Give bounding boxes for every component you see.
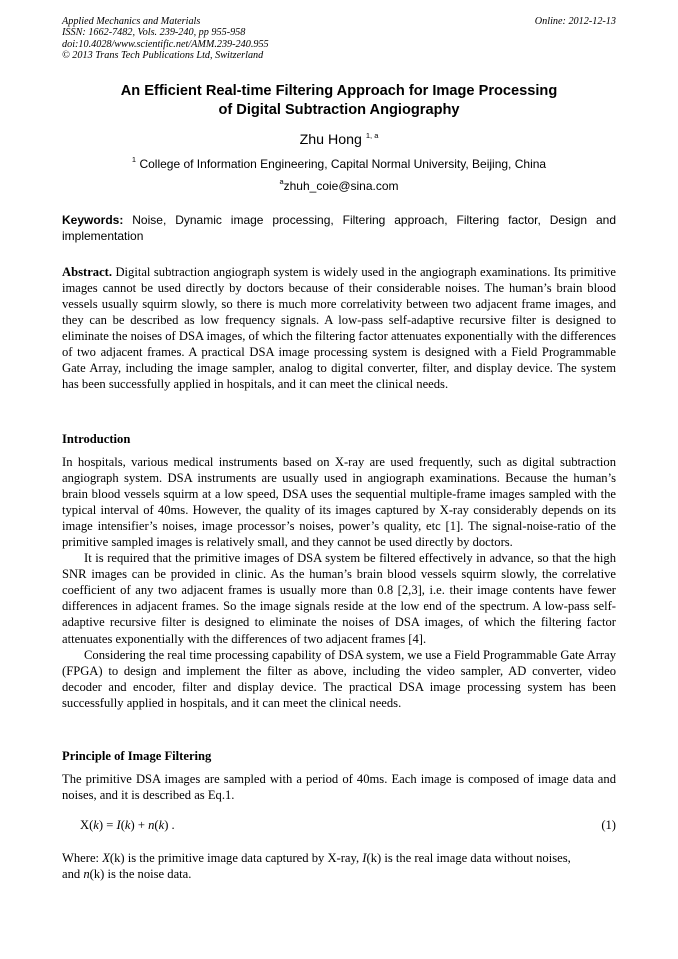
email-superscript: a bbox=[279, 177, 284, 186]
journal-doi: doi:10.4028/www.scientific.net/AMM.239-240.955 bbox=[62, 38, 269, 50]
introduction-paragraph-1: In hospitals, various medical instruments based on X-ray are used frequently, such as digital subtraction angiograph system. DSA instruments are usually used in angiograph examinations. Because the human’s brain blood vessels squirm at a low speed, DSA uses the sequential multiple-frame images sampled with the typical interval of 40ms. However, the quality of its images captured by X-ray considerably depends on its image intensifier’s noises, image processor’s noises, power’s quality, etc [1]. The signal-noise-ratio of the primitive sampled images is relatively small, and they cannot be used directly by doctors. bbox=[62, 455, 616, 550]
where-symbol-x: X bbox=[102, 851, 110, 865]
introduction-paragraph-2: It is required that the primitive images of DSA system be filtered effectively in advance, so that the high SNR images can be provided in clinic. As the human’s brain blood vessels squirm slowly, the correlative coefficient of any two adjacent frames is usually more than 0.8 [2,3], i.e. their image contents have fewer differences in adjacent frames. So the image signals reside at the low end of the spectrum. A low-pass self-adaptive recursive filter is designed to eliminate the noises of DSA images, of which the filtering factor attenuates exponentially with the differences of two adjacent frames [4]. bbox=[62, 551, 616, 646]
where-paragraph: Where: X(k) is the primitive image data captured by X-ray, I(k) is the real image data without noises, and n(k) is the noise data. bbox=[62, 851, 571, 882]
keywords-text: Noise, Dynamic image processing, Filtering approach, Filtering factor, Design and implementation bbox=[62, 213, 616, 243]
author-superscript: 1, a bbox=[365, 131, 379, 140]
where-symbol-i: I bbox=[362, 851, 367, 865]
affiliation-text: College of Information Engineering, Capital Normal University, Beijing, China bbox=[139, 157, 547, 171]
abstract-text: Digital subtraction angiograph system is widely used in the angiograph examinations. Its primitive images cannot be used directly by doctors because of their considerable noises. The human’s brain blood vessels usually squirm slowly, so there is much more correlativity between two adjacent frame images, and they can be described as low frequency signals. A low-pass self-adaptive recursive filter is designed to eliminate the noises of DSA images, of which the filtering factor attenuates exponentially with the differences of two adjacent frames. A practical DSA image processing system is designed with a Field Programmable Gate Array, including the image sampler, analog to digital converter, filter, and display device. The system has been successfully applied in hospitals, and it can meet the clinical needs. bbox=[62, 265, 616, 392]
abstract-label: Abstract. bbox=[62, 265, 113, 279]
keywords-paragraph bbox=[62, 212, 616, 244]
online-date: Online: 2012-12-13 bbox=[534, 16, 616, 27]
equation-number: (1) bbox=[601, 818, 616, 832]
abstract-paragraph bbox=[62, 264, 616, 392]
journal-header bbox=[62, 16, 616, 62]
affiliation-line bbox=[62, 156, 616, 172]
title-line-2: of Digital Subtraction Angiography bbox=[218, 102, 460, 118]
paper-title bbox=[62, 82, 616, 120]
affiliation-superscript: 1 bbox=[131, 155, 137, 164]
introduction-body bbox=[62, 454, 616, 711]
introduction-heading: Introduction bbox=[62, 432, 131, 446]
author-email[interactable]: zhuh_coie@sina.com bbox=[283, 179, 399, 193]
journal-copyright: © 2013 Trans Tech Publications Ltd, Switzerland bbox=[62, 50, 264, 62]
email-line bbox=[62, 178, 616, 194]
equation-expression: X(k) = I(k) + n(k) . bbox=[80, 818, 175, 832]
title-line-1: An Efficient Real-time Filtering Approach for Image Processing bbox=[120, 83, 558, 99]
journal-issn: ISSN: 1662-7482, Vols. 239-240, pp 955-958 bbox=[62, 27, 246, 39]
author-line bbox=[62, 131, 616, 149]
principle-paragraph-1: The primitive DSA images are sampled with a period of 40ms. Each image is composed of image data and noises, and it is described as Eq.1. bbox=[62, 772, 616, 803]
where-symbol-n: n bbox=[83, 867, 90, 882]
journal-name: Applied Mechanics and Materials bbox=[62, 16, 201, 27]
keywords-label: Keywords: bbox=[62, 213, 124, 227]
introduction-paragraph-3: Considering the real time processing capability of DSA system, we use a Field Programmable Gate Array (FPGA) to design and implement the filter as above, including the video sampler, AD converter, video decoder and encoder, filter and display device. The practical DSA image processing system has been successfully applied in hospitals, and it can meet the clinical needs. bbox=[62, 647, 616, 710]
author-name: Zhu Hong bbox=[299, 132, 362, 148]
principle-heading: Principle of Image Filtering bbox=[62, 749, 212, 763]
equation-1 bbox=[62, 816, 616, 834]
